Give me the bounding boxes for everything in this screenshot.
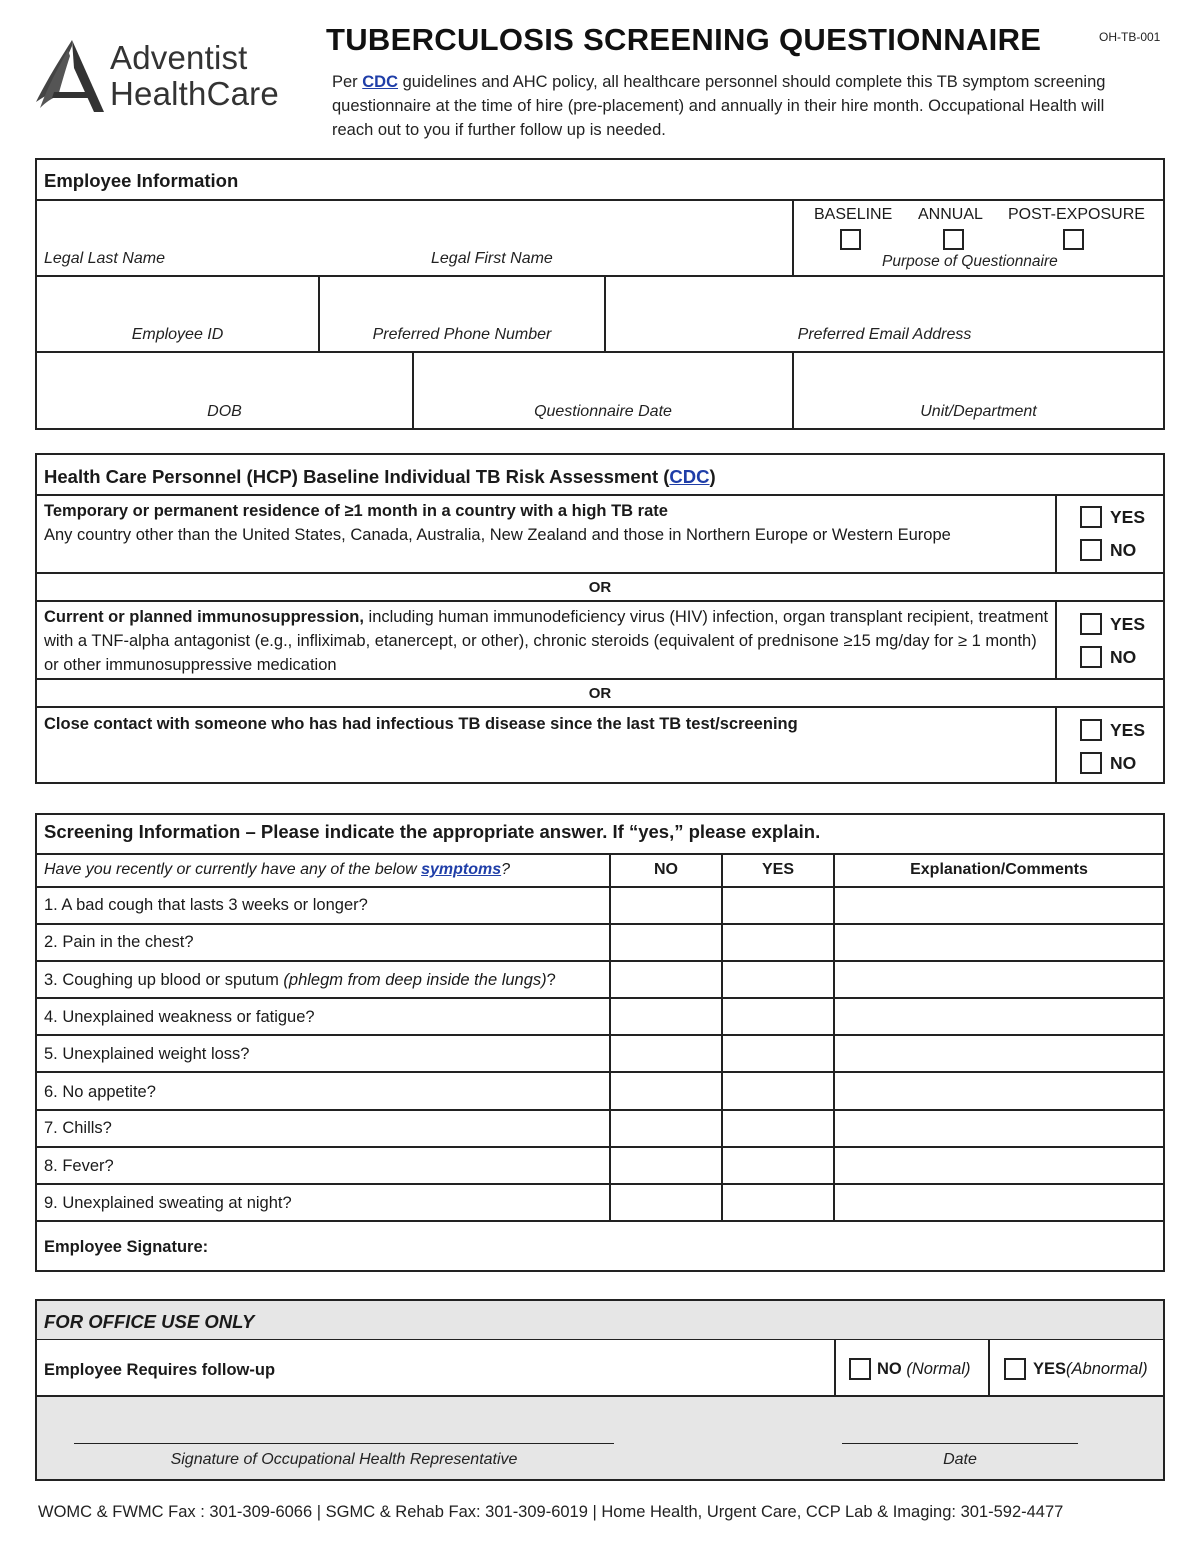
employee-info-section xyxy=(35,158,1165,430)
office-date-label: Date xyxy=(943,1451,977,1468)
office-signature-line xyxy=(74,1443,614,1444)
risk-q1-no-label: NO xyxy=(1110,540,1137,560)
risk-q2-yes-checkbox[interactable] xyxy=(1080,613,1102,635)
risk-q2-no-checkbox[interactable] xyxy=(1080,646,1102,668)
office-signature-label: Signature of Occupational Health Representative xyxy=(170,1451,518,1468)
baseline-checkbox[interactable] xyxy=(840,229,861,250)
post-exposure-checkbox[interactable] xyxy=(1063,229,1084,250)
risk-q3-yes-checkbox[interactable] xyxy=(1080,719,1102,741)
followup-yes-label: YES xyxy=(1033,1360,1067,1378)
adventist-healthcare-logo xyxy=(34,38,304,118)
symptom-row-1: 1. A bad cough that lasts 3 weeks or longer? xyxy=(44,896,368,914)
legal-last-name-label: Legal Last Name xyxy=(44,250,165,267)
symptom-row-4: 4. Unexplained weakness or fatigue? xyxy=(44,1008,315,1026)
email-label: Preferred Email Address xyxy=(797,326,972,343)
risk-title-prefix: Health Care Personnel (HCP) Baseline Individual TB Risk Assessment ( xyxy=(44,466,670,487)
symptom-row-9: 9. Unexplained sweating at night? xyxy=(44,1194,292,1212)
office-date-line xyxy=(842,1443,1078,1444)
risk-q1-no-checkbox[interactable] xyxy=(1080,539,1102,561)
symptom-row-6: 6. No appetite? xyxy=(44,1083,156,1101)
followup-no-label: NO xyxy=(877,1360,902,1378)
symptom-row-2: 2. Pain in the chest? xyxy=(44,933,194,951)
employee-signature-label: Employee Signature: xyxy=(44,1238,209,1256)
risk-question-1 xyxy=(44,499,1049,547)
risk-q2-title: Current or planned immunosuppression, xyxy=(44,608,364,626)
purpose-label: Purpose of Questionnaire xyxy=(882,253,1058,270)
symptom-row-3 xyxy=(44,968,556,992)
risk-q3-no-label: NO xyxy=(1110,753,1137,773)
risk-q1-title: Temporary or permanent residence of ≥1 month in a country with a high TB rate xyxy=(44,502,668,520)
dob-label: DOB xyxy=(207,403,242,420)
risk-assessment-title xyxy=(44,466,716,488)
employee-id-label: Employee ID xyxy=(131,326,224,343)
col-yes-header: YES xyxy=(761,861,794,878)
risk-q1-text: Any country other than the United States, Canada, Australia, New Zealand and those in Northern Europe or Western Europe xyxy=(44,526,951,544)
screening-section xyxy=(35,813,1165,1272)
symptom-row-5: 5. Unexplained weight loss? xyxy=(44,1045,250,1063)
followup-no-checkbox[interactable] xyxy=(849,1358,871,1380)
symptoms-link[interactable]: symptoms xyxy=(421,861,502,878)
followup-yes-checkbox[interactable] xyxy=(1004,1358,1026,1380)
symptom-3-end: ? xyxy=(546,971,556,989)
risk-q2-no-label: NO xyxy=(1110,647,1137,667)
intro-prefix: Per xyxy=(332,73,363,91)
risk-assessment-section xyxy=(35,453,1165,784)
risk-q1-yes-label: YES xyxy=(1110,507,1146,527)
purpose-baseline-label: BASELINE xyxy=(814,206,893,223)
logo-line-1: Adventist xyxy=(110,39,248,76)
form-code: OH-TB-001 xyxy=(1099,30,1161,44)
purpose-annual-label: ANNUAL xyxy=(918,206,983,223)
followup-yes-note: (Abnormal) xyxy=(1066,1360,1148,1378)
risk-q2-yes-label: YES xyxy=(1110,614,1146,634)
followup-no-text xyxy=(877,1357,971,1381)
risk-q3-yes-label: YES xyxy=(1110,720,1146,740)
risk-q3-no-checkbox[interactable] xyxy=(1080,752,1102,774)
unit-department-label: Unit/Department xyxy=(920,403,1037,420)
intro-text xyxy=(332,70,1112,142)
page-title: TUBERCULOSIS SCREENING QUESTIONNAIRE xyxy=(326,22,1042,57)
symptom-row-7: 7. Chills? xyxy=(44,1119,112,1137)
logo-line-2: HealthCare xyxy=(110,75,279,112)
phone-label: Preferred Phone Number xyxy=(372,326,552,343)
symptom-3-note: (phlegm from deep inside the lungs) xyxy=(283,971,547,989)
risk-title-suffix: ) xyxy=(709,466,716,487)
purpose-post-exposure-label: POST-EXPOSURE xyxy=(1008,206,1145,223)
col-comments-header: Explanation/Comments xyxy=(910,861,1088,878)
or-divider-2: OR xyxy=(588,685,612,702)
footer-fax-numbers: WOMC & FWMC Fax : 301-309-6066 | SGMC & Rehab Fax: 301-309-6019 | Home Health, Urgent Care, CCP Lab & Imaging: 301-592-4477 xyxy=(38,1503,1064,1521)
risk-q1-yes-checkbox[interactable] xyxy=(1080,506,1102,528)
office-use-title: FOR OFFICE USE ONLY xyxy=(44,1311,255,1332)
symptom-question xyxy=(44,858,510,882)
risk-cdc-link[interactable]: CDC xyxy=(669,466,710,487)
employee-info-title: Employee Information xyxy=(44,170,239,191)
office-use-section xyxy=(35,1299,1165,1481)
followup-no-note: (Normal) xyxy=(906,1360,971,1378)
followup-yes-text xyxy=(1033,1357,1148,1381)
screening-title: Screening Information – Please indicate the appropriate answer. If “yes,” please explain. xyxy=(44,821,821,842)
symptom-3-main: 3. Coughing up blood or sputum xyxy=(44,971,284,989)
risk-q2-text: including human immunodeficiency virus (HIV) infection, organ transplant recipient, treatment with a TNF-alpha antagonist (e.g., infliximab, etanercept, or other), chronic steroids (equivalent of prednisone ≥15 mg/day for ≥ 1 month) or other immunosuppressive medication xyxy=(44,608,1049,674)
risk-question-2 xyxy=(44,605,1049,677)
or-divider-1: OR xyxy=(588,579,612,596)
risk-question-3: Close contact with someone who has had infectious TB disease since the last TB test/screening xyxy=(44,715,798,733)
legal-first-name-label: Legal First Name xyxy=(431,250,553,267)
questionnaire-date-label: Questionnaire Date xyxy=(534,403,672,420)
col-no-header: NO xyxy=(654,861,678,878)
symptom-question-prefix: Have you recently or currently have any of the below xyxy=(44,861,422,878)
logo-mark-icon xyxy=(34,38,104,114)
annual-checkbox[interactable] xyxy=(943,229,964,250)
symptom-row-8: 8. Fever? xyxy=(44,1157,114,1175)
symptom-question-suffix: ? xyxy=(501,861,511,878)
cdc-link[interactable]: CDC xyxy=(362,73,399,91)
intro-rest: guidelines and AHC policy, all healthcare personnel should complete this TB symptom screening questionnaire at the time of hire (pre-placement) and annually in their hire month. Occupational Health will reach out to you if further follow up is needed. xyxy=(332,73,1106,139)
followup-label: Employee Requires follow-up xyxy=(44,1361,276,1379)
